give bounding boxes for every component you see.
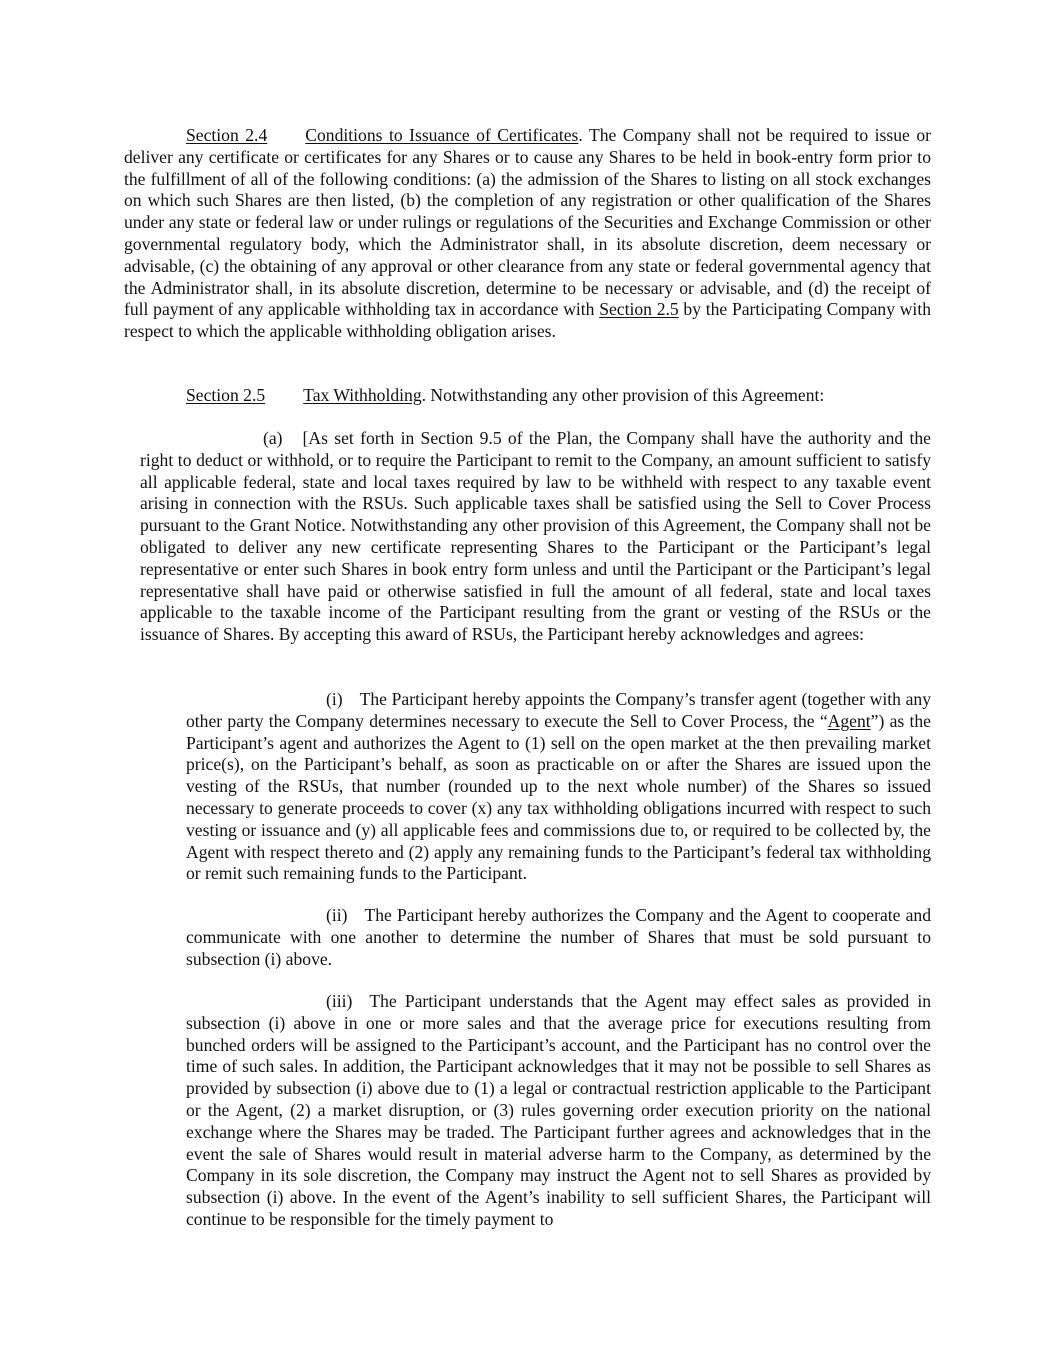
section-2-5-body: . Notwithstanding any other provision of this Agreement: <box>421 385 825 405</box>
agent-defined-term: Agent <box>827 710 871 731</box>
item-i-body: The Participant hereby appoints the Company’s transfer agent (together with any other party the Company determines necessary to execute the Sell to Cover Process, the “ <box>186 689 931 731</box>
item-iii-body: The Participant understands that the Agent may effect sales as provided in subsection (i) above in one or more sales and that the average price for executions resulting from bunched orders will be assigned to the Participant’s account, and the Participant has no control over the time of such sales. In addition, the Participant acknowledges that it may not be possible to sell Shares as provided by subsection (i) above due to (1) a legal or contractual restriction applicable to the Participant or the Agent, (2) a market disruption, or (3) rules governing order execution priority on the national exchange where the Shares may be traded. The Participant further agrees and acknowledges that in the event the sale of Shares would result in material adverse harm to the Company, as determined by the Company in its sole discretion, the Company may instruct the Agent not to sell Shares as provided by subsection (i) above. In the event of the Agent’s inability to sell sufficient Shares, the Participant will continue to be responsible for the timely payment to <box>186 991 931 1229</box>
section-2-4-paragraph <box>124 125 931 343</box>
item-iii-label: (iii) <box>326 991 353 1011</box>
section-2-5-paragraph <box>124 385 931 407</box>
section-2-5-number: Section 2.5 <box>186 385 266 405</box>
subsection-a-paragraph <box>140 428 931 646</box>
item-i-label: (i) <box>326 689 343 709</box>
section-2-5-heading: Tax Withholding <box>303 385 422 405</box>
subsection-a-body: [As set forth in Section 9.5 of the Plan, the Company shall have the authority and the right to deduct or withhold, or to require the Participant to remit to the Company, an amount sufficient to satisfy all applicable federal, state and local taxes required by law to be withheld with respect to any taxable event arising in connection with the RSUs. Such applicable taxes shall be satisfied using the Sell to Cover Process pursuant to the Grant Notice. Notwithstanding any other provision of this Agreement, the Company shall not be obligated to deliver any new certificate representing Shares to the Participant or the Participant’s legal representative or enter such Shares in book entry form unless and until the Participant or the Participant’s legal representative shall have paid or otherwise satisfied in full the amount of all federal, state and local taxes applicable to the taxable income of the Participant resulting from the grant or vesting of the RSUs or the issuance of Shares. By accepting this award of RSUs, the Participant hereby acknowledges and agrees: <box>140 428 931 645</box>
item-ii-label: (ii) <box>326 905 348 925</box>
item-i-paragraph <box>186 689 931 885</box>
item-i-body-end: ”) as the Participant’s agent and authorizes the Agent to (1) sell on the open market at the then prevailing market price(s), on the Participant’s behalf, as soon as practicable on or after the Shares are issued upon the vesting of the RSUs, that number (rounded up to the next whole number) of the Shares so issued necessary to generate proceeds to cover (x) any tax withholding obligations incurred with respect to such vesting or issuance and (y) all applicable fees and commissions due to, or required to be collected by, the Agent with respect thereto and (2) apply any remaining funds to the Participant’s federal tax withholding or remit such remaining funds to the Participant. <box>186 710 931 884</box>
section-2-4-heading: Conditions to Issuance of Certificates <box>305 125 579 145</box>
section-2-4-body-end: by the Participating Company with respect to which the applicable withholding obligation arises. <box>124 299 932 342</box>
subsection-a-label: (a) <box>263 428 283 448</box>
item-iii-paragraph <box>186 991 931 1231</box>
section-2-4-number: Section 2.4 <box>186 125 268 145</box>
item-ii-paragraph <box>186 905 931 970</box>
section-2-5-cross-reference: Section 2.5 <box>599 299 679 320</box>
item-ii-body: The Participant hereby authorizes the Company and the Agent to cooperate and communicate with one another to determine the number of Shares that must be sold pursuant to subsection (i) above. <box>186 905 931 969</box>
section-2-4-body: . The Company shall not be required to issue or deliver any certificate or certificates for any Shares or to cause any Shares to be held in book-entry form prior to the fulfillment of all of the following conditions: (a) the admission of the Shares to listing on all stock exchanges on which such Shares are then listed, (b) the completion of any registration or other qualification of the Shares under any state or federal law or under rulings or regulations of the Securities and Exchange Commission or other governmental regulatory body, which the Administrator shall, in its absolute discretion, deem necessary or advisable, (c) the obtaining of any approval or other clearance from any state or federal governmental agency that the Administrator shall, in its absolute discretion, determine to be necessary or advisable, and (d) the receipt of full payment of any applicable withholding tax in accordance with <box>124 125 931 320</box>
